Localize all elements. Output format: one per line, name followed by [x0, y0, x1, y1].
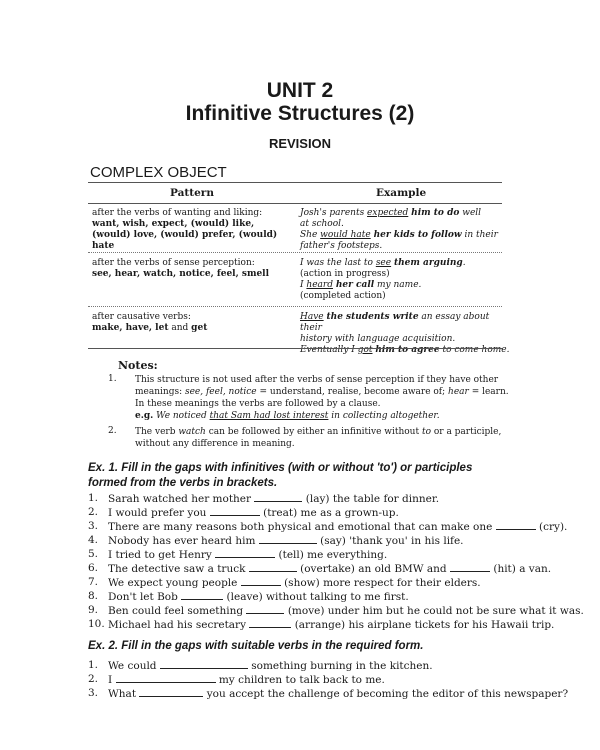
pattern-verbs: see, hear, watch, notice, feel, smell [92, 269, 270, 279]
example-line: Eventually I got him to agree to come home. [300, 345, 510, 355]
ex1-item-4: Nobody has ever heard him (say) 'thank you' in his life. [108, 535, 464, 547]
gap-field[interactable] [181, 589, 223, 600]
ex2-item-1: We could something burning in the kitchen. [108, 660, 433, 672]
ex2-item-2: I my children to talk back to me. [108, 674, 385, 686]
example-note: (action in progress) [300, 269, 390, 279]
row-divider [88, 306, 502, 307]
header-pattern: Pattern [170, 187, 214, 199]
item-number: 8. [88, 590, 99, 602]
note-2: The verb watch can be followed by either an infinitive without to or a participle, without any difference in meaning. [135, 427, 502, 449]
item-number: 1. [88, 659, 99, 671]
gap-field[interactable] [259, 533, 317, 544]
ex1-item-5: I tried to get Henry (tell) me everything. [108, 549, 388, 561]
exercise-2-title: Ex. 2. Fill in the gaps with suitable verbs in the required form. [88, 640, 424, 652]
table-row-3-example [300, 312, 510, 356]
gap-field[interactable] [496, 519, 536, 530]
example-line: I was the last to see them arguing. [300, 258, 466, 268]
table-top-rule [88, 182, 502, 183]
item-number: 3. [88, 687, 99, 699]
ex1-item-2: I would prefer you (treat) me as a grown-up. [108, 507, 399, 519]
unit-number: UNIT 2 [266, 79, 334, 102]
ex1-item-1: Sarah watched her mother (lay) the table for dinner. [108, 493, 440, 505]
ex2-item-3: What you accept the challenge of becoming the editor of this newspaper? [108, 688, 569, 700]
pattern-verbs: make, have, let [92, 323, 169, 333]
ex1-item-9: Ben could feel something (move) under him but he could not be sure what it was. [108, 605, 584, 617]
gap-field[interactable] [116, 672, 216, 683]
gap-field[interactable] [450, 561, 490, 572]
gap-field[interactable] [249, 617, 291, 628]
table-row-1-pattern [92, 208, 292, 252]
item-number: 6. [88, 562, 99, 574]
gap-field[interactable] [254, 491, 302, 502]
gap-field[interactable] [215, 547, 275, 558]
example-line: Josh's parents expected him to do well at school. [300, 208, 482, 229]
exercise-1-title: Ex. 1. Fill in the gaps with infinitives (with or without 'to') or participles formed from the verbs in brackets. [88, 462, 473, 489]
table-row-2-pattern [92, 258, 292, 280]
item-number: 9. [88, 604, 99, 616]
example-line: I heard her call my name. [300, 280, 422, 290]
item-number: 4. [88, 534, 99, 546]
note-1: This structure is not used after the verbs of sense perception if they have other meanings: see, feel, notice = understand, realise, become aware of; hear = learn. In these meanings the verbs are followed by a clause. e.g. We noticed that Sam had lost interest in collecting altogether. [135, 375, 509, 421]
gap-field[interactable] [246, 603, 284, 614]
pattern-intro: after the verbs of wanting and liking: [92, 208, 263, 218]
notes-heading: Notes: [118, 359, 158, 372]
revision-heading: REVISION [268, 136, 332, 151]
note-number: 1. [108, 374, 117, 384]
ex1-item-7: We expect young people (show) more respect for their elders. [108, 577, 481, 589]
pattern-intro: after the verbs of sense perception: [92, 258, 255, 268]
table-row-1-example [300, 208, 510, 252]
ex1-item-3: There are many reasons both physical and emotional that can make one (cry). [108, 521, 568, 533]
item-number: 2. [88, 506, 99, 518]
item-number: 3. [88, 520, 99, 532]
table-bottom-rule [88, 348, 502, 349]
table-row-2-example [300, 258, 510, 302]
table-header-rule [88, 203, 502, 204]
item-number: 2. [88, 673, 99, 685]
gap-field[interactable] [160, 658, 248, 669]
gap-field[interactable] [139, 686, 203, 697]
ex1-item-10: Michael had his secretary (arrange) his airplane tickets for his Hawaii trip. [108, 619, 555, 631]
ex1-item-6: The detective saw a truck (overtake) an old BMW and (hit) a van. [108, 563, 552, 575]
item-number: 7. [88, 576, 99, 588]
example-note: (completed action) [300, 291, 386, 301]
section-heading: COMPLEX OBJECT [90, 164, 227, 181]
ex1-item-8: Don't let Bob (leave) without talking to me first. [108, 591, 409, 603]
note-number: 2. [108, 426, 117, 436]
pattern-intro: after causative verbs: [92, 312, 191, 322]
example-line: Have the students write an essay about their history with language acquisition. [300, 312, 490, 344]
pattern-verbs: want, wish, expect, (would) like, (would) love, (would) prefer, (would) hate [92, 219, 278, 251]
header-example: Example [376, 187, 427, 199]
row-divider [88, 252, 502, 253]
gap-field[interactable] [210, 505, 260, 516]
item-number: 5. [88, 548, 99, 560]
gap-field[interactable] [249, 561, 297, 572]
unit-topic: Infinitive Structures (2) [185, 102, 415, 125]
gap-field[interactable] [241, 575, 281, 586]
table-row-3-pattern: after causative verbs: make, have, let and get [92, 312, 208, 333]
item-number: 10. [88, 618, 105, 630]
item-number: 1. [88, 492, 99, 504]
example-line: She would hate her kids to follow in their father's footsteps. [300, 230, 498, 251]
